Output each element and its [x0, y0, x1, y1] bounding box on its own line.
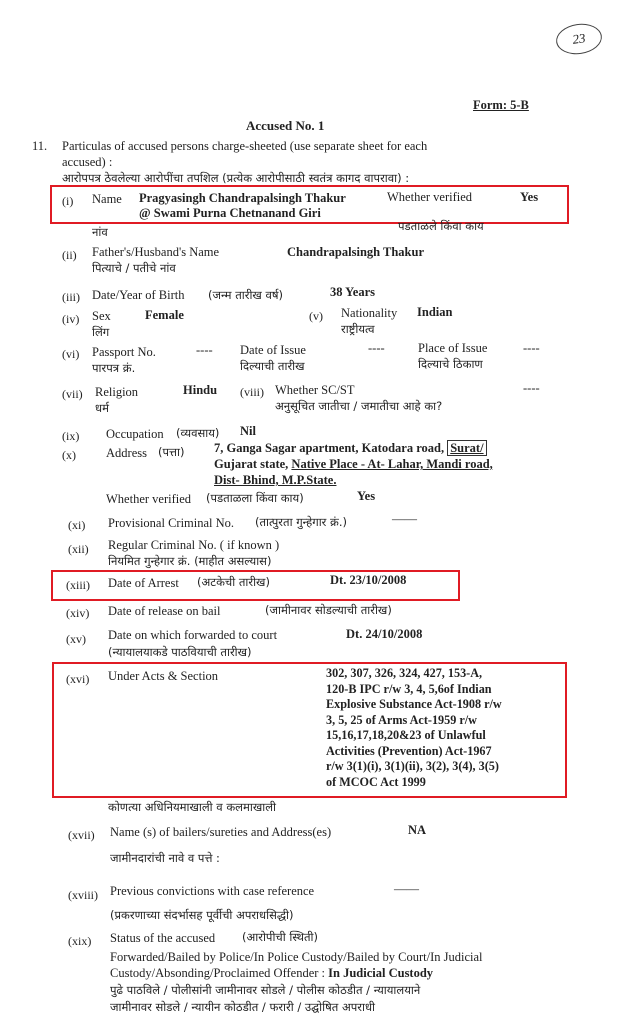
row-number: (xix)	[68, 934, 92, 948]
sex-value: Female	[145, 308, 184, 322]
name-value: Pragyasingh Chandrapalsingh Thakur	[139, 191, 346, 205]
item-number: 11.	[32, 139, 48, 153]
father-name-value: Chandrapalsingh Thakur	[287, 245, 424, 259]
passport-value: ----	[196, 343, 213, 357]
row-number: (v)	[309, 309, 323, 323]
address-verified-label: Whether verified	[106, 492, 192, 506]
regular-criminal-label: Regular Criminal No. ( if known )	[108, 538, 280, 552]
name-label: Name	[92, 192, 122, 206]
acts-line: 3, 5, 25 of Arms Act-1959 r/w	[326, 712, 477, 727]
nationality-value: Indian	[417, 305, 453, 319]
religion-label-marathi: धर्म	[95, 401, 109, 415]
previous-convictions-marathi: (प्रकरणाच्या संदर्भासह पूर्वीची अपराधसिद्धी)	[110, 908, 294, 922]
address-verified-value: Yes	[357, 489, 376, 503]
acts-line: of MCOC Act 1999	[326, 774, 426, 789]
row-number: (xiv)	[66, 606, 90, 620]
row-number: (iv)	[62, 312, 80, 326]
address-state: Gujarat state,	[214, 457, 289, 471]
row-number: (i)	[62, 194, 74, 208]
row-number: (vii)	[62, 387, 83, 401]
verified-label: Whether verified	[387, 190, 473, 204]
acts-line: 15,16,17,18,20&23 of Unlawful	[326, 728, 486, 742]
native-place: Native Place - At- Lahar, Mandi road,	[291, 457, 493, 471]
passport-label-marathi: पारपत्र क्रं.	[92, 361, 136, 375]
status-value: In Judicial Custody	[328, 966, 434, 980]
row-number: (xii)	[68, 542, 89, 556]
row-number: (xvii)	[68, 828, 95, 842]
acts-section-marathi: कोणत्या अधिनियमाखाली व कलमाखाली	[108, 800, 276, 814]
provisional-criminal-label: Provisional Criminal No.	[108, 516, 235, 530]
nationality-label-marathi: राष्ट्रीयत्व	[341, 322, 375, 336]
issue-date-label: Date of Issue	[240, 343, 306, 357]
religion-label: Religion	[95, 385, 139, 399]
forwarded-court-marathi: (न्यायालयाकडे पाठवियाची तारीख)	[108, 645, 252, 659]
sex-label: Sex	[92, 309, 111, 323]
regular-criminal-marathi: नियमित गुन्हेगार क्रं. (माहीत असल्यास)	[108, 554, 272, 568]
provisional-criminal-marathi: (तात्पुरता गुन्हेगार क्रं.)	[255, 515, 348, 529]
row-number: (vi)	[62, 347, 80, 361]
acts-section-values	[326, 666, 502, 790]
acts-line: Explosive Substance Act-1908 r/w	[326, 697, 502, 711]
dob-value: 38 Years	[330, 285, 376, 299]
row-number: (xvi)	[66, 672, 90, 686]
scst-label: Whether SC/ST	[275, 383, 355, 397]
form-label: Form: 5-B	[473, 98, 529, 112]
scst-label-marathi: अनुसूचित जातीचा / जमातीचा आहे का?	[275, 399, 443, 413]
row-number: (viii)	[240, 385, 264, 399]
acts-line: 302, 307, 326, 324, 427, 153-A,	[326, 666, 483, 680]
occupation-label: Occupation	[106, 427, 164, 441]
provisional-criminal-value: ——	[392, 512, 417, 526]
page-number-stamp: 23	[554, 21, 604, 57]
page-title: Accused No. 1	[246, 118, 325, 133]
address-city-boxed: Surat/	[447, 440, 486, 456]
row-number: (ix)	[62, 429, 80, 443]
name-label-marathi: नांव	[92, 225, 108, 239]
address-line-3: Dist- Bhind, M.P.State.	[214, 473, 337, 487]
religion-value: Hindu	[183, 383, 218, 397]
row-number: (iii)	[62, 290, 80, 304]
scst-value: ----	[523, 381, 540, 395]
address-line-1-text: 7, Ganga Sagar apartment, Katodara road,	[214, 441, 445, 455]
issue-date-value: ----	[368, 341, 385, 355]
forwarded-court-value: Dt. 24/10/2008	[346, 627, 423, 641]
status-marathi-line1: पुढे पाठविले / पोलीसांनी जामीनावर सोडले / पोलीस कोठडीत / न्यायालयाने	[110, 983, 421, 997]
alias-value: @ Swami Purna Chetnanand Giri	[139, 206, 321, 220]
status-label: Status of the accused	[110, 931, 216, 945]
previous-convictions-label: Previous convictions with case reference	[110, 884, 315, 898]
item-description-cont: accused) :	[62, 155, 113, 169]
issue-place-label: Place of Issue	[418, 341, 488, 355]
status-options-line1: Forwarded/Bailed by Police/In Police Custody/Bailed by Court/In Judicial	[110, 950, 483, 964]
dob-label: Date/Year of Birth	[92, 288, 185, 302]
row-number: (xv)	[66, 632, 86, 646]
acts-line: r/w 3(1)(i), 3(1)(ii), 3(2), 3(4), 3(5)	[326, 759, 499, 773]
father-name-label: Father's/Husband's Name	[92, 245, 220, 259]
passport-label: Passport No.	[92, 345, 156, 359]
nationality-label: Nationality	[341, 306, 398, 320]
acts-section-label: Under Acts & Section	[108, 669, 219, 683]
item-description: Particulas of accused persons charge-sheeted (use separate sheet for each	[62, 139, 428, 153]
bailers-marathi: जामीनदारांची नावे व पत्ते :	[110, 851, 220, 865]
address-verified-marathi: (पडताळला किंवा काय)	[206, 491, 304, 505]
dob-label-marathi: (जन्म तारीख वर्ष)	[208, 288, 284, 302]
row-number: (xi)	[68, 518, 86, 532]
acts-line: 120-B IPC r/w 3, 4, 5,6of Indian	[326, 681, 492, 696]
issue-place-label-marathi: दिल्याचे ठिकाण	[418, 357, 483, 371]
status-marathi-line2: जामीनावर सोडले / न्यायीन कोठडीत / फरारी / उद्घोषित अपराधी	[110, 1000, 375, 1014]
address-label-marathi: (पत्ता)	[158, 445, 185, 459]
status-options-text: Custody/Absonding/Proclaimed Offender :	[110, 966, 326, 980]
address-line-1	[214, 441, 487, 456]
address-label: Address	[106, 446, 147, 460]
row-number: (ii)	[62, 248, 77, 262]
occupation-label-marathi: (व्यवसाय)	[176, 426, 220, 440]
issue-date-label-marathi: दिल्याची तारीख	[240, 359, 305, 373]
row-number: (x)	[62, 448, 76, 462]
verified-value: Yes	[520, 190, 539, 204]
bailers-value: NA	[408, 823, 427, 837]
status-label-marathi: (आरोपीची स्थिती)	[242, 930, 318, 944]
previous-convictions-value: ——	[394, 882, 419, 896]
arrest-date-marathi: (अटकेची तारीख)	[197, 575, 270, 589]
verified-label-marathi: पडताळले किंवा काय	[398, 219, 484, 233]
status-options-line2	[110, 966, 433, 981]
item-description-marathi: आरोपपत्र ठेवलेल्या आरोपींचा तपशिल (प्रत्येक आरोपीसाठी स्वतंत्र कागद वापरावा) :	[62, 171, 410, 185]
father-name-label-marathi: पित्याचे / पतीचे नांव	[92, 261, 176, 275]
acts-line: Activities (Prevention) Act-1967	[326, 743, 492, 758]
occupation-value: Nil	[240, 424, 256, 438]
bailers-label: Name (s) of bailers/sureties and Address(es)	[110, 825, 332, 839]
arrest-date-value: Dt. 23/10/2008	[330, 573, 407, 587]
bail-release-marathi: (जामीनावर सोडल्याची तारीख)	[265, 603, 392, 617]
row-number: (xiii)	[66, 578, 90, 592]
address-line-2	[214, 457, 493, 472]
sex-label-marathi: लिंग	[92, 325, 110, 339]
arrest-date-label: Date of Arrest	[108, 576, 179, 590]
forwarded-court-label: Date on which forwarded to court	[108, 628, 278, 642]
issue-place-value: ----	[523, 341, 540, 355]
row-number: (xviii)	[68, 888, 98, 902]
bail-release-label: Date of release on bail	[108, 604, 221, 618]
